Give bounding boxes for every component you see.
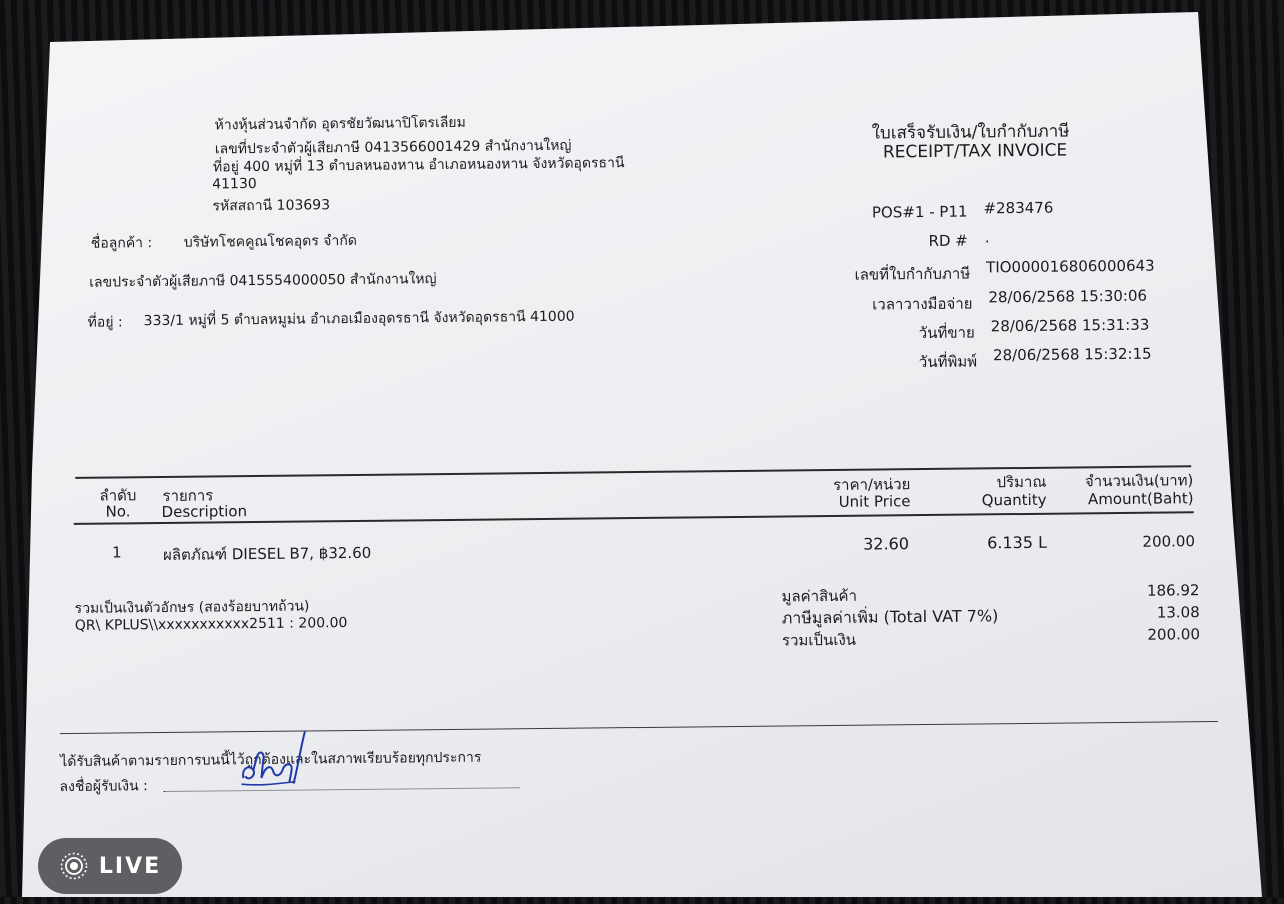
col-header-quantity: Quantity (981, 490, 1047, 510)
seller-address-line1: ที่อยู่ 400 หมู่ที่ 13 ตำบลหนองหาน อำเภอหนองหาน จังหวัดอุดรธานี (212, 155, 625, 176)
doc-title-thai: ใบเสร็จรับเงิน/ใบกำกับภาษี (871, 121, 1070, 144)
signature-label: ลงชื่อผู้รับเงิน : (59, 778, 148, 796)
seller-station-code: รหัสสถานี 103693 (212, 197, 331, 215)
pos-value: #283476 (983, 198, 1054, 218)
invoice-number-label: เลขที่ใบกำกับภาษี (854, 264, 971, 284)
row-quantity: 6.135 L (987, 532, 1048, 553)
received-statement: ได้รับสินค้าตามรายการบนนี้ไว้ถูกต้องและในสภาพเรียบร้อยทุกประการ (60, 749, 482, 771)
row-no: 1 (111, 543, 122, 562)
signature-line (164, 787, 520, 792)
total-value: 200.00 (1147, 625, 1201, 644)
handover-time-value: 28/06/2568 15:30:06 (988, 286, 1148, 307)
row-description: ผลิตภัณฑ์ DIESEL B7, ฿32.60 (162, 543, 372, 564)
col-header-amount-thai: จำนวนเงิน(บาท) (1084, 471, 1194, 491)
customer-taxid: เลขประจำตัวผู้เสียภาษี 0415554000050 สำนักงานใหญ่ (89, 271, 437, 291)
total-label: รวมเป็นเงิน (781, 630, 857, 650)
rd-value: . (984, 228, 990, 247)
footer-rule (60, 721, 1218, 734)
seller-taxid: เลขที่ประจำตัวผู้เสียภาษี 0413566001429 สำนักงานใหญ่ (214, 137, 572, 158)
subtotal-label: มูลค่าสินค้า (781, 586, 858, 606)
row-amount: 200.00 (1142, 532, 1196, 551)
live-photo-icon (59, 851, 89, 881)
rd-label: RD # (928, 231, 968, 250)
col-header-quantity-thai: ปริมาณ (996, 472, 1047, 492)
sale-date-value: 28/06/2568 15:31:33 (990, 315, 1150, 336)
seller-name: ห้างหุ้นส่วนจำกัด อุดรชัยวัฒนาปิโตรเลียม (214, 114, 466, 134)
amount-in-words: รวมเป็นเงินตัวอักษร (สองร้อยบาทถ้วน) (74, 598, 310, 617)
sale-date-label: วันที่ขาย (918, 323, 975, 343)
col-header-no-thai: ลำดับ (99, 486, 137, 505)
customer-address-value: 333/1 หมู่ที่ 5 ตำบลหมูม่น อำเภอเมืองอุดรธานี จังหวัดอุดรธานี 41000 (143, 308, 575, 330)
col-header-description-thai: รายการ (162, 486, 214, 506)
col-header-no: No. (105, 502, 131, 521)
col-header-description: Description (161, 502, 248, 522)
vat-label: ภาษีมูลค่าเพิ่ม (Total VAT 7%) (781, 606, 999, 628)
handover-time-label: เวลาวางมือจ่าย (872, 294, 973, 314)
col-header-unit-price-thai: ราคา/หน่วย (832, 475, 911, 494)
customer-address-label: ที่อยู่ : (87, 314, 123, 331)
customer-name-value: บริษัทโชคคูณโชคอุดร จำกัด (183, 232, 357, 251)
live-photo-badge[interactable] (38, 838, 182, 894)
col-header-amount: Amount(Baht) (1087, 489, 1194, 509)
seller-address-line2: 41130 (212, 175, 257, 193)
print-date-value: 28/06/2568 15:32:15 (992, 344, 1152, 365)
doc-title-english: RECEIPT/TAX INVOICE (882, 140, 1068, 163)
payment-method: QR\ KPLUS\\xxxxxxxxxxx2511 : 200.00 (74, 615, 348, 634)
handwritten-signature (235, 725, 316, 796)
print-date-label: วันที่พิมพ์ (918, 352, 978, 372)
vat-value: 13.08 (1156, 603, 1200, 622)
pos-label: POS#1 - P11 (871, 202, 968, 222)
invoice-number-value: TIO000016806000643 (986, 256, 1155, 277)
row-unit-price: 32.60 (863, 534, 910, 554)
col-header-unit-price: Unit Price (838, 492, 911, 511)
subtotal-value: 186.92 (1146, 581, 1200, 600)
customer-name-label: ชื่อลูกค้า : (90, 235, 153, 252)
live-photo-label: LIVE (98, 853, 162, 879)
